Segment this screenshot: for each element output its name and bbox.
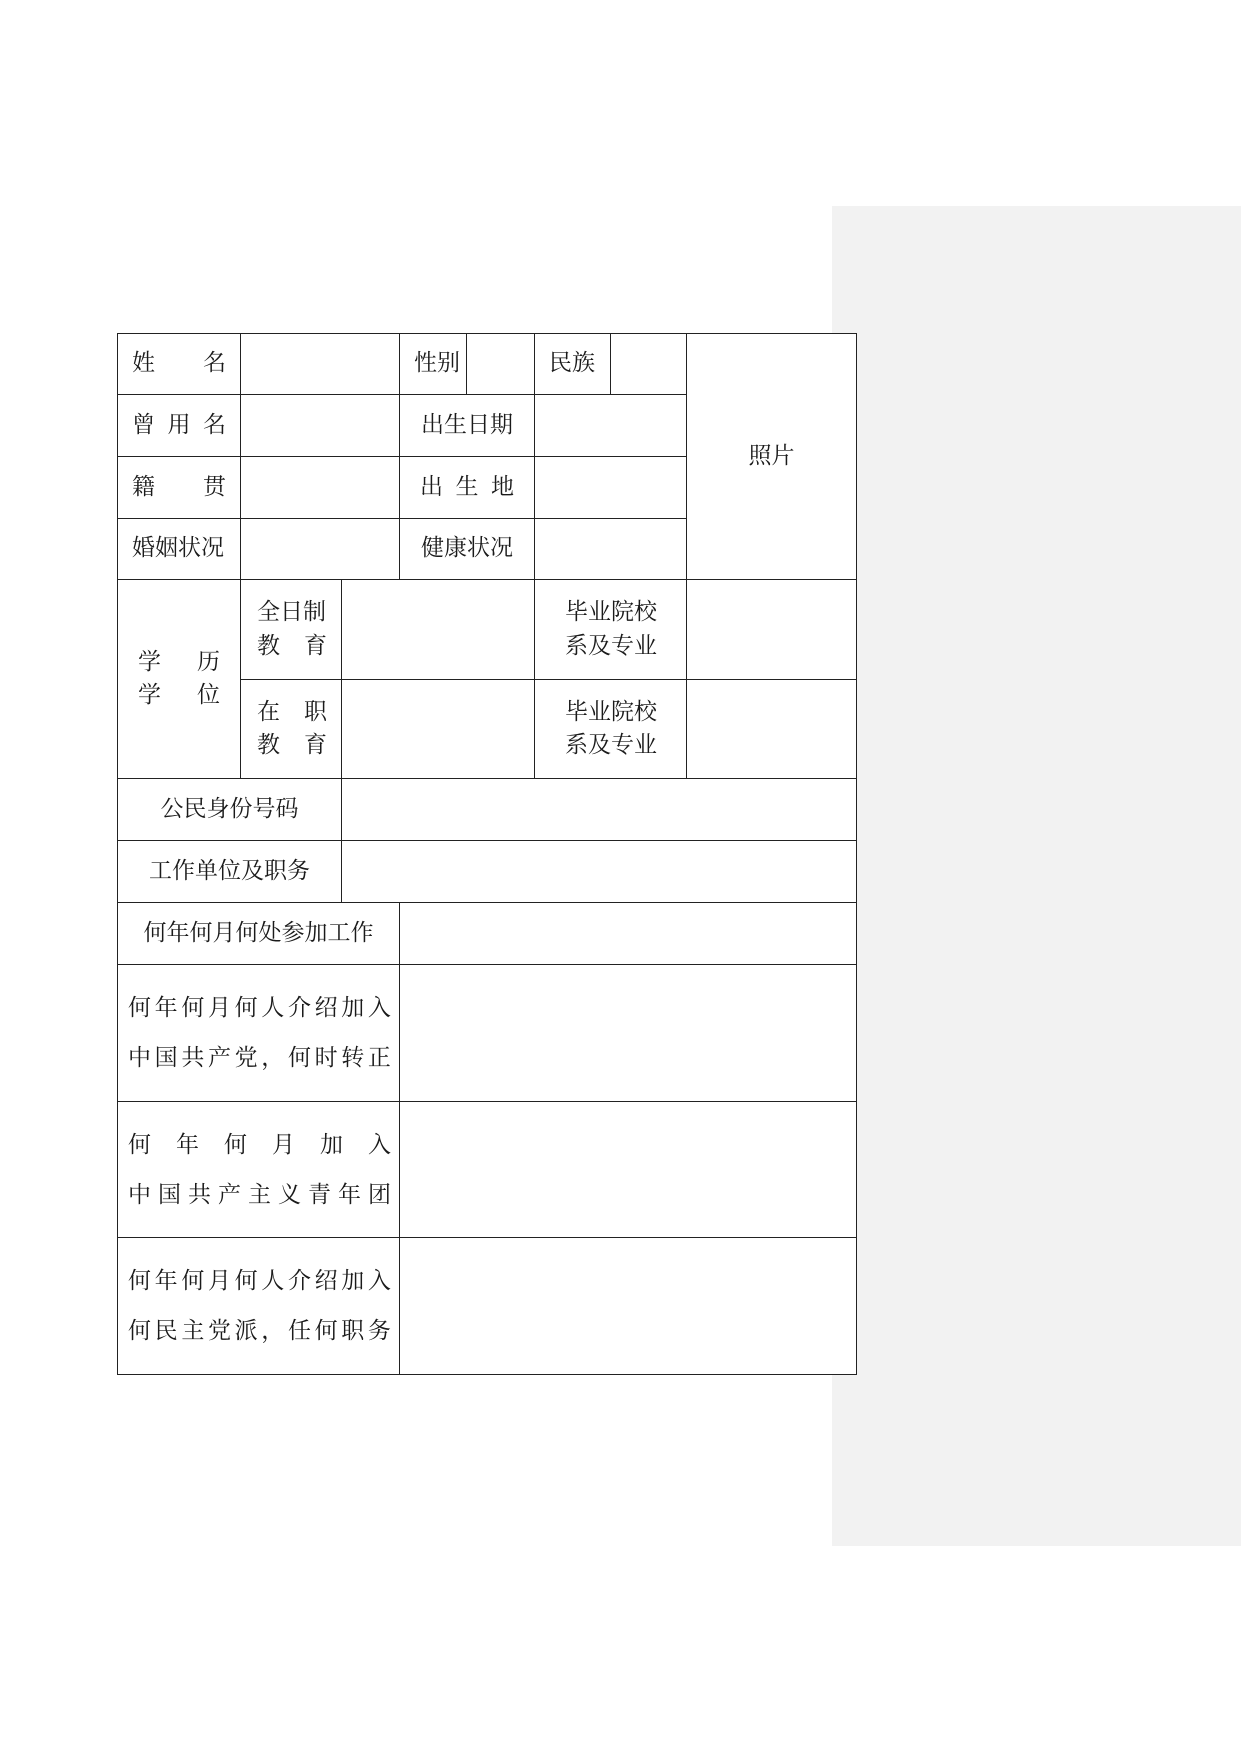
democratic-party-label: 何 年 何 月 何 人 介 绍 加 入 何 民 主 党 派 ， 任 何 职 务 [118, 1238, 400, 1375]
fulltime-school-major-label: 毕业院校 系及专业 [535, 580, 687, 680]
inservice-edu-label: 在 职 教 育 [241, 680, 342, 779]
health-status-field[interactable] [535, 519, 687, 580]
degree-label: 学 历 学 位 [118, 580, 241, 779]
name-field[interactable] [241, 334, 400, 395]
side-panel [832, 206, 1241, 1546]
birthplace-label: 出 生 地 [400, 457, 535, 519]
native-place-label: 籍 贯 [118, 457, 241, 519]
photo-label: 照片 [748, 442, 795, 469]
birth-date-field[interactable] [535, 395, 687, 457]
work-start-field[interactable] [400, 903, 857, 965]
native-place-field[interactable] [241, 457, 400, 519]
former-name-field[interactable] [241, 395, 400, 457]
marital-status-label: 婚姻状况 [118, 519, 241, 580]
inservice-school-major-label: 毕业院校 系及专业 [535, 680, 687, 779]
youth-league-label: 何 年 何 月 加 入 中 国 共 产 主 义 青 年 团 [118, 1102, 400, 1238]
marital-status-field[interactable] [241, 519, 400, 580]
work-start-label: 何年何月何处参加工作 [118, 903, 400, 965]
gender-field[interactable] [467, 334, 535, 395]
democratic-party-field[interactable] [400, 1238, 857, 1375]
birth-date-label: 出生日期 [400, 395, 535, 457]
party-join-field[interactable] [400, 965, 857, 1102]
inservice-edu-field[interactable] [342, 680, 535, 779]
work-unit-label: 工作单位及职务 [118, 841, 342, 903]
fulltime-edu-field[interactable] [342, 580, 535, 680]
fulltime-edu-label: 全日制 教 育 [241, 580, 342, 680]
name-label: 姓 名 [118, 334, 241, 395]
registration-form-table [117, 333, 857, 1375]
inservice-school-major-field[interactable] [687, 680, 857, 779]
former-name-label: 曾 用 名 [118, 395, 241, 457]
party-join-label: 何 年 何 月 何 人 介 绍 加 入 中 国 共 产 党 ， 何 时 转 正 [118, 965, 400, 1102]
work-unit-field[interactable] [342, 841, 857, 903]
gender-label: 性别 [400, 334, 467, 395]
id-number-field[interactable] [342, 779, 857, 841]
id-number-label: 公民身份号码 [118, 779, 342, 841]
ethnicity-field[interactable] [611, 334, 687, 395]
health-status-label: 健康状况 [400, 519, 535, 580]
photo-box[interactable] [687, 334, 857, 580]
fulltime-school-major-field[interactable] [687, 580, 857, 680]
ethnicity-label: 民族 [535, 334, 611, 395]
birthplace-field[interactable] [535, 457, 687, 519]
youth-league-field[interactable] [400, 1102, 857, 1238]
